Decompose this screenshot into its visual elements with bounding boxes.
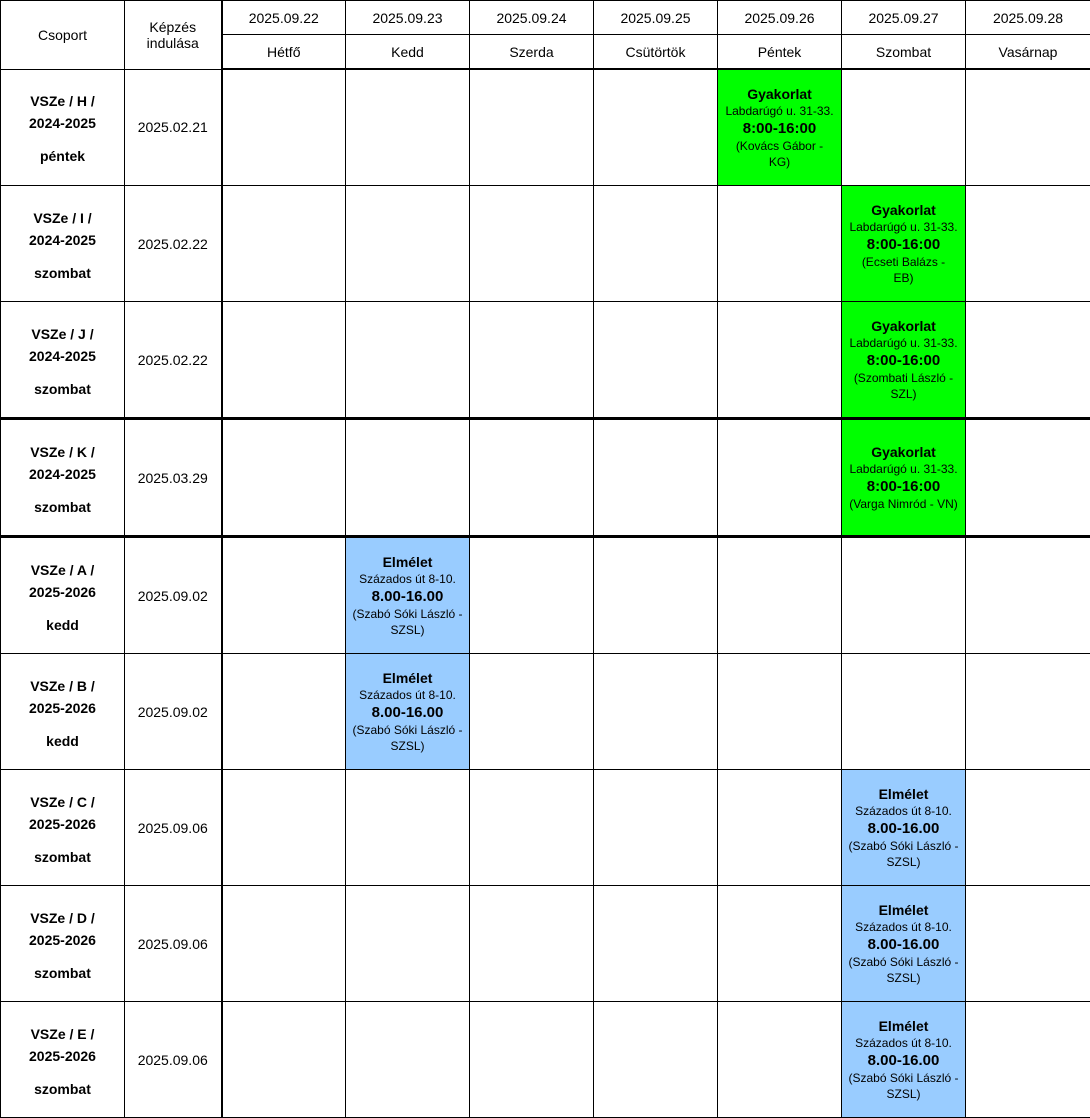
session-title: Gyakorlat — [842, 317, 965, 335]
weekday-header: Hétfő — [222, 35, 346, 70]
group-cell — [1, 419, 125, 537]
empty-day-cell — [222, 419, 346, 537]
empty-day-cell — [594, 69, 718, 186]
table-row — [1, 186, 1090, 302]
session-location: Labdarúgó u. 31-33. — [842, 461, 965, 477]
date-header: 2025.09.28 — [966, 1, 1090, 35]
session-title: Elmélet — [842, 785, 965, 803]
group-code: VSZe / B / 2025-2026 — [1, 675, 124, 719]
start-date-cell: 2025.09.06 — [125, 770, 222, 886]
empty-day-cell — [966, 537, 1090, 654]
group-weekday: szombat — [1, 265, 124, 281]
start-date-cell: 2025.03.29 — [125, 419, 222, 537]
date-header: 2025.09.25 — [594, 1, 718, 35]
session-title: Gyakorlat — [842, 443, 965, 461]
session-location: Labdarúgó u. 31-33. — [718, 103, 841, 119]
group-code: VSZe / E / 2025-2026 — [1, 1023, 124, 1067]
empty-day-cell — [718, 770, 842, 886]
group-cell — [1, 886, 125, 1002]
weekday-header: Péntek — [718, 35, 842, 70]
empty-day-cell — [594, 186, 718, 302]
empty-day-cell — [842, 69, 966, 186]
group-weekday: szombat — [1, 849, 124, 865]
empty-day-cell — [594, 886, 718, 1002]
start-date-cell: 2025.09.02 — [125, 537, 222, 654]
empty-day-cell — [470, 770, 594, 886]
practice-session-cell — [842, 186, 966, 302]
start-date-cell: 2025.09.06 — [125, 886, 222, 1002]
group-code: VSZe / D / 2025-2026 — [1, 907, 124, 951]
empty-day-cell — [470, 654, 594, 770]
empty-day-cell — [470, 1002, 594, 1118]
group-column-header: Csoport — [1, 1, 125, 70]
session-instructor: (Szabó Sóki László - SZSL) — [346, 722, 469, 754]
start-date-cell: 2025.02.21 — [125, 69, 222, 186]
session-time: 8.00-16.00 — [842, 819, 965, 838]
table-row — [1, 654, 1090, 770]
weekday-header: Vasárnap — [966, 35, 1090, 70]
date-header: 2025.09.26 — [718, 1, 842, 35]
group-code: VSZe / J / 2024-2025 — [1, 323, 124, 367]
empty-day-cell — [966, 186, 1090, 302]
practice-session-cell — [718, 69, 842, 186]
session-instructor: (Varga Nimród - VN) — [842, 496, 965, 512]
empty-day-cell — [470, 537, 594, 654]
session-time: 8.00-16.00 — [842, 1051, 965, 1070]
empty-day-cell — [966, 419, 1090, 537]
session-title: Elmélet — [842, 1017, 965, 1035]
group-cell — [1, 186, 125, 302]
session-title: Gyakorlat — [842, 201, 965, 219]
group-weekday: szombat — [1, 381, 124, 397]
session-instructor: (Ecseti Balázs - EB) — [842, 254, 965, 286]
session-title: Elmélet — [842, 901, 965, 919]
group-cell — [1, 1002, 125, 1118]
empty-day-cell — [222, 186, 346, 302]
practice-session-cell — [842, 302, 966, 419]
session-time: 8:00-16:00 — [842, 477, 965, 496]
empty-day-cell — [222, 69, 346, 186]
empty-day-cell — [718, 537, 842, 654]
empty-day-cell — [470, 302, 594, 419]
session-location: Labdarúgó u. 31-33. — [842, 219, 965, 235]
session-instructor: (Szabó Sóki László - SZSL) — [842, 838, 965, 870]
weekday-header: Kedd — [346, 35, 470, 70]
empty-day-cell — [966, 1002, 1090, 1118]
empty-day-cell — [966, 654, 1090, 770]
table-row — [1, 69, 1090, 186]
empty-day-cell — [346, 886, 470, 1002]
table-row — [1, 1002, 1090, 1118]
theory-session-cell — [842, 770, 966, 886]
empty-day-cell — [594, 770, 718, 886]
group-code: VSZe / H / 2024-2025 — [1, 90, 124, 134]
table-row — [1, 770, 1090, 886]
session-title: Gyakorlat — [718, 85, 841, 103]
group-cell — [1, 537, 125, 654]
empty-day-cell — [718, 419, 842, 537]
session-location: Százados út 8-10. — [346, 571, 469, 587]
session-instructor: (Kovács Gábor - KG) — [718, 138, 841, 170]
schedule-body — [1, 69, 1090, 1118]
start-date-column-header: Képzés indulása — [125, 1, 222, 70]
empty-day-cell — [470, 419, 594, 537]
empty-day-cell — [594, 419, 718, 537]
empty-day-cell — [966, 886, 1090, 1002]
empty-day-cell — [718, 186, 842, 302]
weekday-header: Szombat — [842, 35, 966, 70]
empty-day-cell — [222, 302, 346, 419]
practice-session-cell — [842, 419, 966, 537]
session-location: Százados út 8-10. — [842, 919, 965, 935]
empty-day-cell — [594, 302, 718, 419]
start-date-cell: 2025.02.22 — [125, 302, 222, 419]
group-cell — [1, 302, 125, 419]
session-instructor: (Szabó Sóki László - SZSL) — [346, 606, 469, 638]
empty-day-cell — [222, 770, 346, 886]
session-time: 8.00-16.00 — [346, 703, 469, 722]
empty-day-cell — [718, 886, 842, 1002]
session-instructor: (Szabó Sóki László - SZSL) — [842, 954, 965, 986]
theory-session-cell — [346, 537, 470, 654]
table-row — [1, 537, 1090, 654]
session-location: Labdarúgó u. 31-33. — [842, 335, 965, 351]
weekday-header: Csütörtök — [594, 35, 718, 70]
empty-day-cell — [718, 1002, 842, 1118]
start-date-cell: 2025.09.02 — [125, 654, 222, 770]
session-location: Százados út 8-10. — [842, 803, 965, 819]
session-title: Elmélet — [346, 669, 469, 687]
group-weekday: kedd — [1, 617, 124, 633]
empty-day-cell — [594, 537, 718, 654]
date-header: 2025.09.27 — [842, 1, 966, 35]
session-location: Százados út 8-10. — [842, 1035, 965, 1051]
empty-day-cell — [470, 186, 594, 302]
session-instructor: (Szombati László - SZL) — [842, 370, 965, 402]
theory-session-cell — [346, 654, 470, 770]
group-code: VSZe / K / 2024-2025 — [1, 441, 124, 485]
group-cell — [1, 770, 125, 886]
session-title: Elmélet — [346, 553, 469, 571]
group-weekday: péntek — [1, 148, 124, 164]
group-weekday: szombat — [1, 965, 124, 981]
session-time: 8:00-16:00 — [842, 235, 965, 254]
group-code: VSZe / I / 2024-2025 — [1, 207, 124, 251]
group-weekday: kedd — [1, 733, 124, 749]
session-time: 8:00-16:00 — [842, 351, 965, 370]
empty-day-cell — [222, 886, 346, 1002]
session-instructor: (Szabó Sóki László - SZSL) — [842, 1070, 965, 1102]
empty-day-cell — [966, 770, 1090, 886]
theory-session-cell — [842, 886, 966, 1002]
weekday-header: Szerda — [470, 35, 594, 70]
empty-day-cell — [718, 654, 842, 770]
table-row — [1, 886, 1090, 1002]
empty-day-cell — [594, 1002, 718, 1118]
empty-day-cell — [222, 537, 346, 654]
group-cell — [1, 69, 125, 186]
empty-day-cell — [222, 654, 346, 770]
session-location: Százados út 8-10. — [346, 687, 469, 703]
table-row — [1, 419, 1090, 537]
empty-day-cell — [966, 302, 1090, 419]
date-header: 2025.09.23 — [346, 1, 470, 35]
empty-day-cell — [346, 419, 470, 537]
empty-day-cell — [222, 1002, 346, 1118]
group-cell — [1, 654, 125, 770]
empty-day-cell — [842, 537, 966, 654]
empty-day-cell — [594, 654, 718, 770]
theory-session-cell — [842, 1002, 966, 1118]
empty-day-cell — [346, 1002, 470, 1118]
group-code: VSZe / A / 2025-2026 — [1, 559, 124, 603]
session-time: 8.00-16.00 — [842, 935, 965, 954]
group-weekday: szombat — [1, 1081, 124, 1097]
empty-day-cell — [470, 69, 594, 186]
group-weekday: szombat — [1, 499, 124, 515]
date-header: 2025.09.24 — [470, 1, 594, 35]
session-time: 8.00-16.00 — [346, 587, 469, 606]
empty-day-cell — [346, 302, 470, 419]
empty-day-cell — [842, 654, 966, 770]
empty-day-cell — [470, 886, 594, 1002]
group-code: VSZe / C / 2025-2026 — [1, 791, 124, 835]
empty-day-cell — [718, 302, 842, 419]
date-header: 2025.09.22 — [222, 1, 346, 35]
empty-day-cell — [346, 770, 470, 886]
table-row — [1, 302, 1090, 419]
session-time: 8:00-16:00 — [718, 119, 841, 138]
start-date-cell: 2025.02.22 — [125, 186, 222, 302]
empty-day-cell — [346, 186, 470, 302]
empty-day-cell — [966, 69, 1090, 186]
start-date-cell: 2025.09.06 — [125, 1002, 222, 1118]
empty-day-cell — [346, 69, 470, 186]
